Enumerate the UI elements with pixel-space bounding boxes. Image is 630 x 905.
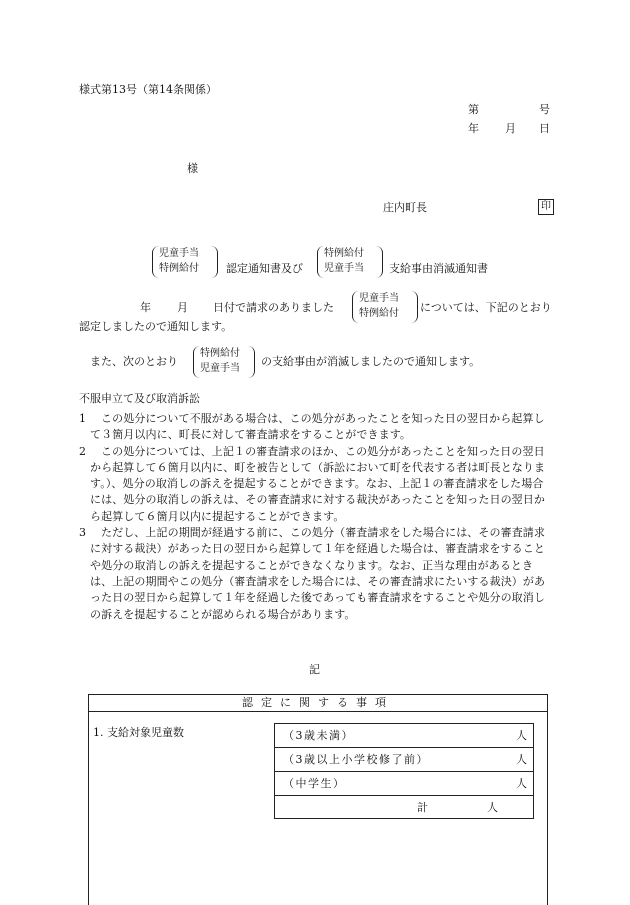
title-brace-1-line2: 特例給付 bbox=[159, 263, 199, 274]
date-month: 月 bbox=[505, 122, 516, 135]
seal-box: 印 bbox=[538, 199, 554, 215]
body1-after: については、下記のとおり bbox=[420, 301, 552, 314]
child-count-unit: 人 bbox=[516, 777, 527, 790]
child-count-total-row bbox=[275, 796, 533, 819]
date-year: 年 bbox=[468, 122, 479, 135]
issuer-name: 庄内町長 bbox=[383, 201, 427, 214]
child-count-row bbox=[275, 772, 533, 796]
body1-line2: 認定しましたので通知します。 bbox=[79, 320, 233, 333]
child-count-unit: 人 bbox=[516, 729, 527, 742]
body1-brace-line2: 特例給付 bbox=[359, 308, 399, 319]
title-brace-2-line1: 特例給付 bbox=[324, 248, 364, 259]
body2-before: また、次のとおり bbox=[90, 355, 178, 368]
appeal-list bbox=[79, 411, 551, 623]
body2-brace-line1: 特例給付 bbox=[200, 348, 240, 359]
appeal-item bbox=[79, 444, 551, 525]
form-number: 様式第13号（第14条関係） bbox=[79, 83, 217, 96]
appeal-heading: 不服申立て及び取消訴訟 bbox=[79, 392, 200, 405]
appeal-item-number: 1 bbox=[79, 412, 87, 425]
child-count-row bbox=[275, 748, 533, 772]
row1-label: 1. 支給対象児童数 bbox=[93, 726, 184, 739]
title-brace-1 bbox=[152, 246, 218, 278]
body1-day-text: 日付で請求のありました bbox=[213, 301, 334, 314]
body2-brace bbox=[193, 346, 255, 378]
child-count-unit: 人 bbox=[516, 753, 527, 766]
appeal-item bbox=[79, 411, 551, 444]
title-middle: 認定通知書及び bbox=[226, 262, 303, 275]
child-count-box bbox=[274, 723, 534, 819]
child-count-label: （3歳以上小学校修了前） bbox=[283, 753, 429, 766]
title-brace-2-line2: 児童手当 bbox=[324, 263, 364, 274]
appeal-item bbox=[79, 525, 551, 623]
body1-year: 年 bbox=[140, 301, 151, 314]
child-count-label: （中学生） bbox=[283, 777, 346, 790]
body1-brace bbox=[352, 291, 418, 323]
appeal-item-text: この処分については、上記１の審査請求のほか、この処分があったことを知った日の翌日から起算して６箇月以内に、町を被告として（訴訟において町を代表する者は町長となります。）、処分の取消しの訴えを提起することができます。なお、上記１の審査請求をした場合には、処分の取消しの訴えは、その審査請求に対する裁決があったことを知った日の翌日から起算して６箇月以内に提起することができます。 bbox=[90, 444, 546, 523]
child-count-label: （3歳未満） bbox=[283, 729, 354, 742]
appeal-item-number: 2 bbox=[79, 444, 87, 458]
date-day: 日 bbox=[539, 122, 550, 135]
title-end: 支給事由消滅通知書 bbox=[389, 262, 488, 275]
title-brace-2 bbox=[317, 246, 383, 278]
body2-brace-line2: 児童手当 bbox=[200, 363, 240, 374]
doc-number-prefix: 第 bbox=[468, 103, 479, 116]
addressee-suffix: 様 bbox=[187, 162, 198, 175]
title-brace-1-line1: 児童手当 bbox=[159, 248, 199, 259]
body2-after: の支給事由が消滅しましたので通知します。 bbox=[261, 355, 481, 368]
table-header: 認定に関する事項 bbox=[89, 695, 547, 712]
doc-number-suffix: 号 bbox=[539, 103, 550, 116]
appeal-item-text: ただし、上記の期間が経過する前に、この処分（審査請求をした場合には、その審査請求に対する裁決）があった日の翌日から起算して１年を経過した場合は、審査請求をすることや処分の取消しの訴えを提起することができなくなります。なお、正当な理由があるときは、上記の期間やこの処分（審査請求をした場合には、その審査請求にたいする裁決）があった日の翌日から起算して１年を経過した後であっても審査請求をすることや処分の取消しの訴えを提起することが認められる場合があります。 bbox=[90, 526, 546, 621]
body1-month: 月 bbox=[177, 301, 188, 314]
appeal-item-number: 3 bbox=[79, 526, 87, 540]
child-count-row bbox=[275, 724, 533, 748]
appeal-item-text: この処分について不服がある場合は、この処分があったことを知った日の翌日から起算して３箇月以内に、町長に対して審査請求をすることができます。 bbox=[90, 412, 545, 442]
ki-label: 記 bbox=[309, 663, 320, 676]
total-unit: 人 bbox=[487, 801, 498, 814]
body1-brace-line1: 児童手当 bbox=[359, 293, 399, 304]
total-label: 計 bbox=[417, 801, 428, 814]
